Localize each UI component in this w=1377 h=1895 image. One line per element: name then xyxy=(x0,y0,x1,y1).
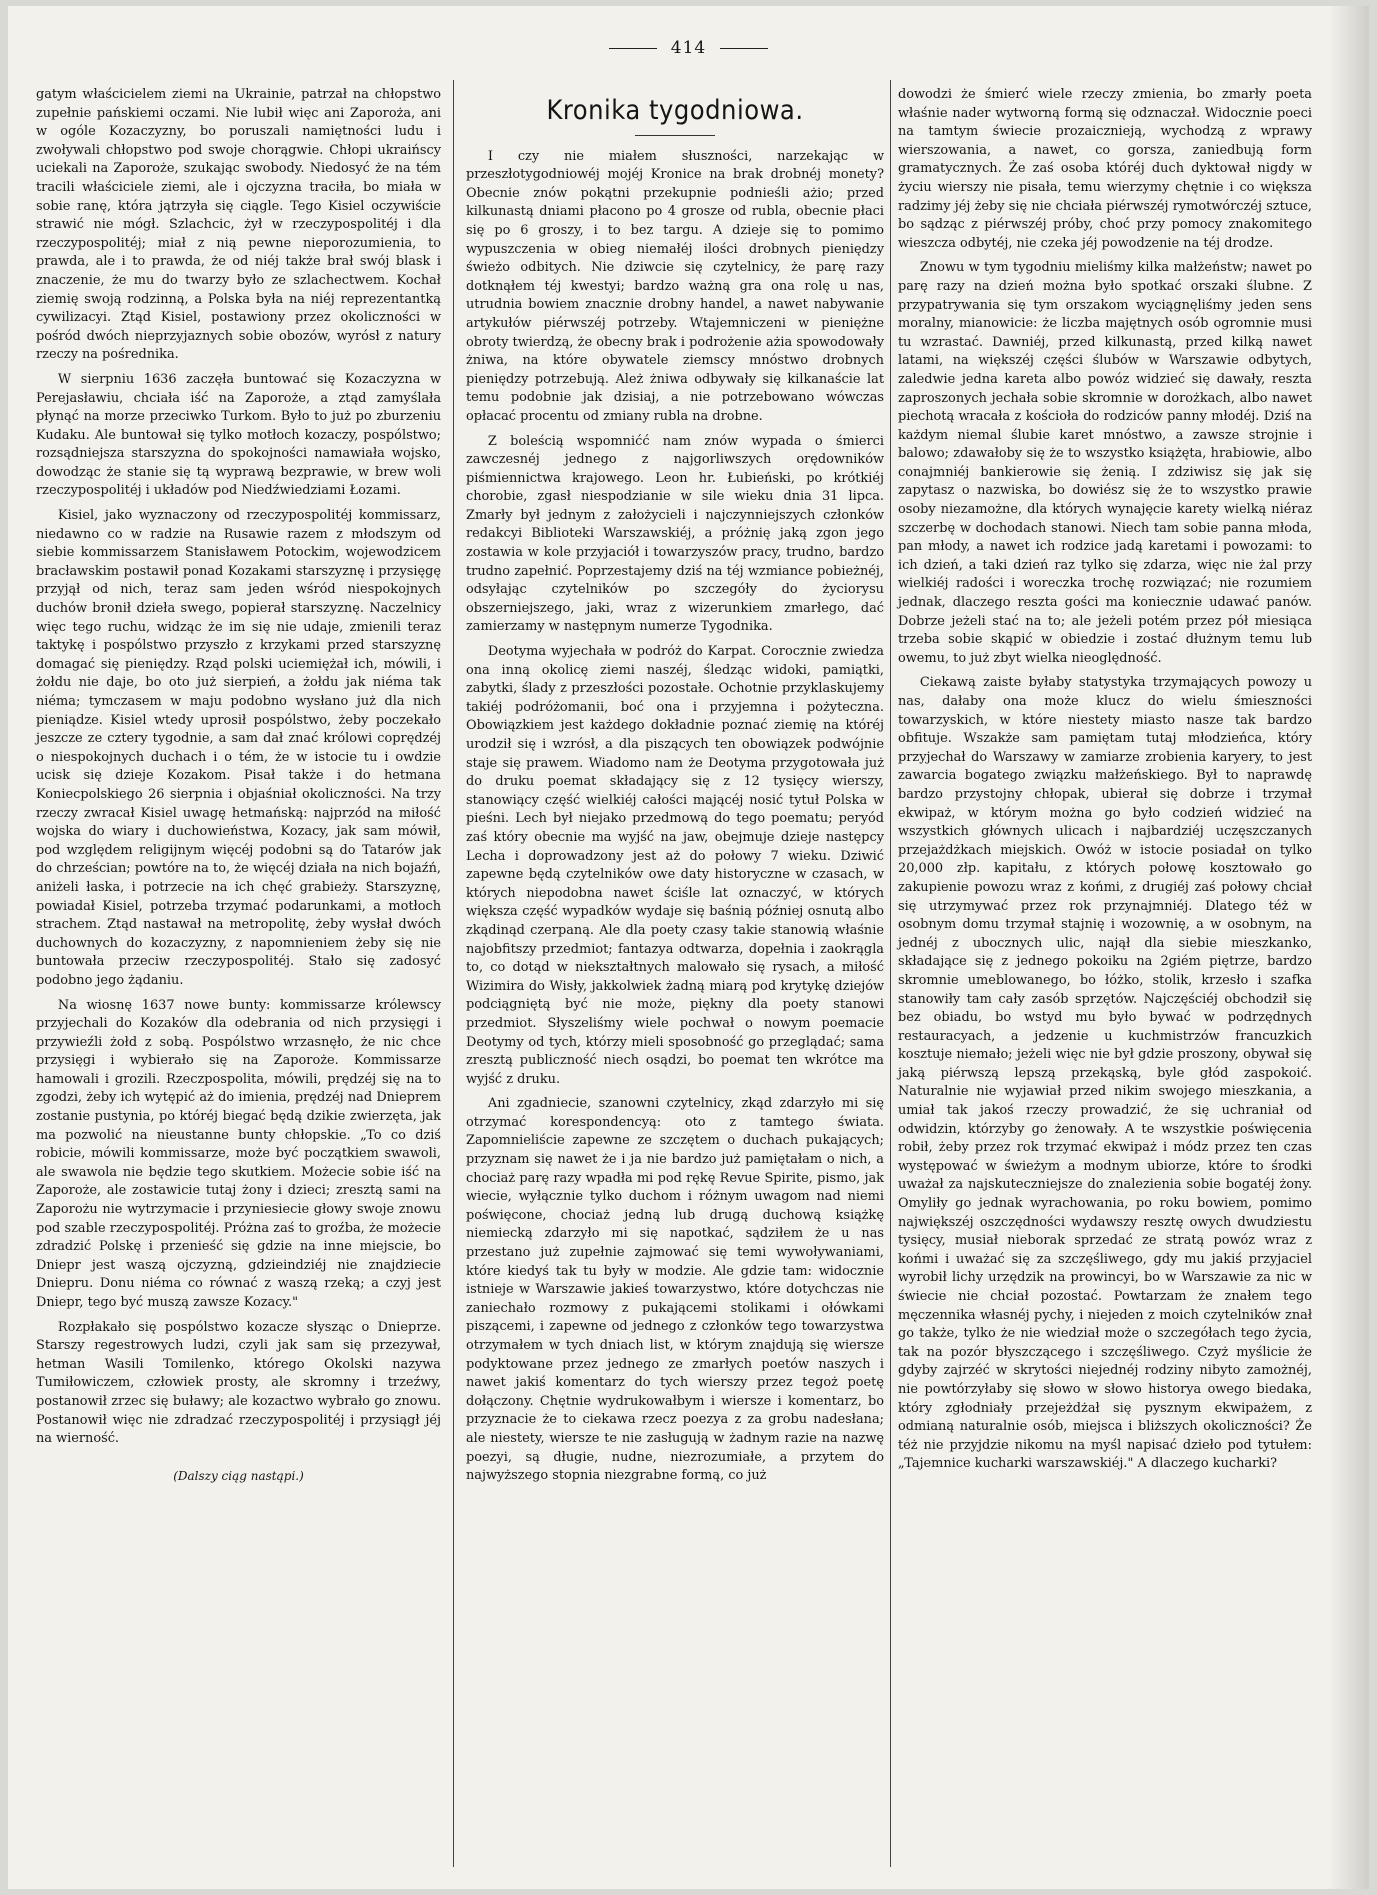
newspaper-page xyxy=(8,6,1369,1889)
column-2 xyxy=(466,95,884,1486)
column-rule-right xyxy=(890,80,891,1867)
column-1-paragraph: Kisiel, jako wyznaczony od rzeczypospolitéj kommissarz, niedawno co w radzie na Rusawie razem z młodszym od siebie kommissarzem Stanisławem Potockim, wojewodzicem bracławskim postawił ponad Kozakami starszyznę i przysięgę przyjął od nich, teraz sam jeden wśród niespokojnych duchów bronił dzieła swego, popierał starszyznę. Naczelnicy więc tego ruchu, widząc że im się nie udaje, zmienili teraz taktykę i pospólstwo przyszło z krzykami przed starszyznę domagać się pieniędzy. Rząd polski uciemiężał ich, mówili, i żołdu nie daje, bo oto już sierpień, a żołdu jak niéma tak niéma; tymczasem w maju podobno wysłano już dla nich pieniądze. Kisiel wtedy uprosił pospólstwo, żeby poczekało jeszcze ze cztery tygodnie, a sam dał znać królowi coprędzéj o niespokojnych duchach i o tém, że w istocie tu i owdzie ucisk się dzieje Kozakom. Pisał także i do hetmana Koniecpolskiego 26 sierpnia i objaśniał okoliczności. Na trzy rzeczy zwracał Kisiel uwagę hetmańską: najprzód na miłość wojska do wiary i duchowieństwa, Kozacy, jak sam mówił, pod względem religijnym więcéj podobni są do Tatarów jak do chrześcian; powtóre na to, że więcéj działa na nich bojaźń, aniżeli łaska, i potrzecie na ich chęć grabieży. Starszyznę, powiadał Kisiel, potrzeba trzymać podarunkami, a motłoch strachem. Ztąd nastawał na metropolitę, żeby wysłał dwóch duchownych do kozaczyzny, z napomnieniem żeby się nie buntowała przeciw rzeczypospolitéj. Stało się zadosyć podobno jego żądaniu. xyxy=(36,508,441,988)
column-3 xyxy=(898,86,1312,1474)
column-1-paragraph: W sierpniu 1636 zaczęła buntować się Kozaczyzna w Perejasławiu, chciała iść na Zaporoże, a ztąd zamyślała płynąć na morze przeciwko Turkom. Było to już po zburzeniu Kudaku. Ale buntował się tylko motłoch kozaczy, pospólstwo; rozsądniejsza starszyzna do spokojności namawiała wojsko, dowodząc że stanie się tą wyprawą bezprawie, w brew woli rzeczypospolitéj i układów pod Niedźwiedziami Łozami. xyxy=(36,371,441,499)
column-2-paragraph: I czy nie miałem słuszności, narzekając w przeszłotygodniowéj mojéj Kronice na brak drobnéj monety? Obecnie znów pokątni przekupnie podnieśli ażio; przed kilkunastą dniami płacono po 4 grosze od rubla, obecnie płaci się po 6 groszy, i to bez targu. A dzieje się to pomimo wypuszczenia w obieg niemałéj ilości drobnych pieniędzy świeżo odbitych. Nie dziwcie się czytelnicy, że parę razy dotknąłem téj kwestyi; bardzo ważną gra ona rolę u nas, utrudnia bowiem znacznie drobny handel, a nawet nabywanie artykułów piérwszéj potrzeby. Wtajemniczeni w pieniężne obroty twierdzą, że obecny brak i podrożenie ażia spowodowały żniwa, na które obywatele ziemscy mnóstwo drobnych pieniędzy potrzebują. Ależ żniwa odbywały się kilkanaście lat temu podobnie jak dzisiaj, a nie potrzebowano wówczas opłacać procentu od zmiany rubla na drobne. xyxy=(466,148,884,424)
title-rule xyxy=(635,135,715,136)
section-title: Kronika tygodniowa. xyxy=(546,95,804,126)
column-1-paragraph: gatym właścicielem ziemi na Ukrainie, patrzał na chłopstwo zupełnie pańskiemi oczami. Nie lubił więc ani Zaporoża, ani w ogóle Kozaczyzny, bo poruszali namiętności ludu i zwoływali chłopstwo pod swoje chorągwie. Chłopi ukraińscy uciekali na Zaporoże, szukając swobody. Niedosyć że na tém tracili właściciele ziemi, ale i ojczyzna traciła, bo miała w sobie ranę, która jątrzyła się ciągle. Tego Kisiel oczywiście strawić nie mógł. Szlachcic, żył w rzeczypospolitéj i dla rzeczypospolitéj; miał z nią pewne nieporozumienia, to prawda, ale i to prawda, że od niéj także brał swój blask i znaczenie, że mu do twarzy było ze szlachectwem. Kochał ziemię swoją rodzinną, a Polska była na niéj reprezentantką cywilizacyi. Ztąd Kisiel, postawiony przez okoliczności w pośród dwóch nieprzyjaznych sobie obozów, wyrósł z natury rzeczy na pośrednika. xyxy=(36,87,441,363)
column-1-paragraph: Na wiosnę 1637 nowe bunty: kommissarze królewscy przyjechali do Kozaków dla odebrania od nich przysięgi i przywieźli żołd z sobą. Pospólstwo wrzasnęło, że nic chce przysięgi i wybierało się na Zaporoże. Kommissarze hamowali i grozili. Rzeczpospolita, mówili, prędzéj się na to zgodzi, żeby ich wytępić aż do imienia, prędzéj nad Dnieprem zostanie pustynia, po któréj biegać będą dzikie zwierzęta, jak ma pozwolić na nieustanne bunty chłopskie. „To co dziś robicie, mówili kommissarze, może być początkiem swawoli, ale swawola nie będzie tego skutkiem. Możecie sobie iść na Zaporoże, ale zostawicie tutaj żony i dzieci; zresztą sami na Zaporożu nie wytrzymacie i przyniesiecie głowy swoje znowu pod szable rzeczypospolitéj. Próżna zaś to groźba, że możecie zdradzić Polskę i przenieść się gdzie na inne miejscie, bo Dniepr jest waszą ojczyzną, gdzieindziéj nie znajdziecie Dniepru. Donu niéma co równać z waszą rzeką; a czyj jest Dniepr, tego być muszą zawsze Kozacy." xyxy=(36,997,441,1310)
column-3-paragraph: Ciekawą zaiste byłaby statystyka trzymających powozy u nas, dałaby ona może klucz do wielu śmieszności towarzyskich, w które niestety miasto nasze tak bardzo obfituje. Wszakże sam pamiętam tutaj młodzieńca, który przyjechał do Warszawy w zamiarze zrobienia karyery, to jest zawarcia bogatego związku małżeńskiego. Był to naprawdę bardzo przystojny chłopak, ubierał się dobrze i trzymał ekwipaż, w którym można go było codzień widzieć na wszystkich głównych ulicach i najbardziéj uczęszczanych przejażdżkach miejskich. Owóż w istocie posiadał on tylko 20,000 złp. kapitału, z których połowę kosztowało go zakupienie powozu wraz z końmi, z drugiéj zaś połowy chciał się utrzymywać przez rok przynajmniéj. Dlatego téż w osobnym domu trzymał stajnię i wozownię, a w osobnym, na jednéj z ubocznych ulic, najął dla siebie mieszkanko, składające się z jednego pokoiku na 2giém piętrze, bardzo skromnie umeblowanego, bo łóżko, stolik, krzesło i szafka stanowiły tam cały zasób sprzętów. Najczęściéj obchodził się bez obiadu, bo wstyd mu było bywać w podrzędnych restauracyach, a jedzenie u kuchmistrzów francuzkich kosztuje niemało; jeżeli więc nie był gdzie proszony, obywał się jaką piérwszą lepszą przekąską, byle głód zaspokoić. Naturalnie nie wyjawiał przed nikim swojego mieszkania, a umiał tak jakoś rzeczy prowadzić, że się uchraniał od odwidzin, którzyby go żenowały. A te wszystkie poświęcenia robił, żeby przez rok trzymać ekwipaż i módz przez ten czas występować w świeżym a modnym ubiorze, które to środki uważał za najskuteczniejsze do znalezienia sobie bogatéj żony. Omyliły go jednak wyrachowania, po roku bowiem, pomimo największéj oszczędności wydawszy resztę owych dwudziestu tysięcy, musiał nieborak sprzedać ze stratą powóz wraz z końmi i uważać się za szczęśliwego, gdy mu jakiś przyjaciel wyrobił lichy urzędzik na prowincyi, bo w Warszawie za nic w świecie nie chciał pozostać. Powtarzam że znałem tego męczennika własnéj pychy, i niejeden z moich czytelników znał go także, tylko że nie wiedział może o szczegółach tego życia, tak na pozór błyszczącego i szczęśliwego. Czyż myślicie że gdyby zajrzéć w skrytości niejednéj rodziny nibyto zamożnéj, nie powtórzyłaby się słowo w słowo historya owego biedaka, który zgłodniały przejeżdżał się pysznym ekwipażem, z odmianą naturalnie osób, miejsca i bliższych okoliczności? Że téż nie przyjdzie nikomu na myśl napisać dzieło pod tytułem: „Tajemnice kucharki warszawskiéj." A dlaczego kucharki? xyxy=(898,675,1312,1472)
column-3-paragraph: dowodzi że śmierć wiele rzeczy zmienia, bo zmarły poeta właśnie nader wytworną formą się odznaczał. Widocznie poeci na tamtym świecie prozaicznieją, wychodzą z wprawy wierszowania, a nawet, co gorsza, zaniedbują form gramatycznych. Że zaś osoba któréj duch dyktował nigdy w życiu wierszy nie pisała, temu wierzymy chętnie i co większa radzimy jéj żeby się nie chciała piérwszéj rymotwórczéj sztuce, bo sądząc z piérwszéj próby, choć przy pomocy znakomitego wieszcza odbytéj, nie czeka jéj powodzenie na téj drodze. xyxy=(898,87,1312,251)
column-1 xyxy=(36,86,441,1485)
column-2-paragraph: Z boleścią wspomnićć nam znów wypada o śmierci zawczesnéj jednego z najgorliwszych orędowników piśmiennictwa krajowego. Leon hr. Łubieński, po krótkiéj chorobie, zgasł niespodzianie w sile wieku dnia 31 lipca. Zmarły był jednym z założycieli i najczynniejszych członków redakcyi Biblioteki Warszawskiéj, a próżnię jaką zgon jego zostawia w kole przyjaciół i towarzyszów pracy, trudno, bardzo trudno zapełnić. Poprzestajemy dziś na téj wzmiance pobieżnéj, odsyłając czytelników po szczegóły do życiorysu obszerniejszego, jaki, wraz z wizerunkiem zmarłego, dać zamierzamy w następnym numerze Tygodnika. xyxy=(466,433,884,635)
folio-dash-left xyxy=(609,48,657,49)
folio-dash-right xyxy=(720,48,768,49)
column-2-paragraph: Deotyma wyjechała w podróż do Karpat. Corocznie zwiedza ona inną okolicę ziemi naszéj, śledząc widoki, pamiątki, zabytki, ślady z przeszłości pozostałe. Ochotnie przyklaskujemy takiéj podróżomanii, boć ona i przyjemna i pożyteczna. Obowiązkiem jest każdego dokładnie poznać ziemię na któréj urodził się i wzrósł, a dla piszących ten obowiązek podwójnie staje się prawem. Wiadomo nam że Deotyma przygotowała już do druku poemat składający się z 12 tysięcy wierszy, stanowiący część wielkiéj całości mającéj nosić tytuł Polska w pieśni. Lech był niejako przedmową do tego poematu; peryód zaś który obecnie ma wyjść na jaw, obejmuje dzieje następcy Lecha i doprowadzony jest aż do połowy 7 wieku. Dziwić zapewne będą czytelników owe daty historyczne w czasach, w których niepodobna nawet ściśle lat oznaczyć, w których większa część wypadków wydaje się baśnią później osnutą albo zkądinąd czerpaną. Ale dla poety czasy takie stanowią właśnie najobfitszy przedmiot; fantazya odtwarza, dopełnia i zaokrągla to, co dotąd w niekształtnych malowało się rysach, a miłość Wizimira do Wisły, jakkolwiek żadną miarą pod krytykę dziejów podciągniętą być nie może, piękny dla poety stanowi przedmiot. Słyszeliśmy wiele pochwał o nowym poemacie Deotymy od tych, którzy mieli sposobność go przeglądać; sama zresztą publiczność niech osądzi, bo poemat ten wkrótce ma wyjść z druku. xyxy=(466,644,884,1087)
page-folio xyxy=(8,38,1369,58)
column-3-paragraph: Znowu w tym tygodniu mieliśmy kilka małżeństw; nawet po parę razy na dzień można było spotkać orszaki ślubne. Z przypatrywania się tym orszakom wyciągnęliśmy jeden sens moralny, mianowicie: że liczba majętnych osób ogromnie musi tu wzrastać. Dawniéj, przed kilkunastą, przed kilką nawet latami, na większéj części ślubów w Warszawie odbytych, zaledwie jedna kareta albo powóz widzieć się dawały, reszta zaproszonych jechała sobie skromnie w dorożkach, albo nawet piechotą wracała z kościoła do rodziców panny młodéj. Dziś na każdym niemal ślubie karet mnóstwo, a zawsze strojnie i balowo; zdawałoby się że to wszystko książęta, hrabiowie, albo conajmniéj bankierowie się żenią. I zdziwisz się jak się zapytasz o nazwiska, bo dowiész się że to wszystko prawie osoby niezamożne, dla których wynajęcie karety wielką niéraz szczerbę w dochodach stanowi. Niech tam sobie panna młoda, pan młody, a nawet ich rodzice jadą karetami i powozami: to ich dzień, a taki dzień raz tylko się zdarza, więc nie żal przy wielkiéj radości i woreczka trochę rozwiązać; nie rozumiem jednak, dlaczego reszta gości ma koniecznie udawać panów. Dobrze jeżeli stać na to; ale jeżeli potém przez pół miesiąca trzeba sobie skąpić w obiedzie i zostać dłużnym temu lub owemu, to już zbyt wielka nieoględność. xyxy=(898,260,1312,666)
column-2-paragraph: Ani zgadniecie, szanowni czytelnicy, zkąd zdarzyło mi się otrzymać korespondencyą: oto z tamtego świata. Zapomnieliście zapewne ze szczętem o duchach pukających; przyznam się nawet że i ja nie bardzo już pamiętałam o nich, a chociaż parę razy wpadła mi pod rękę Revue Spirite, pismo, jak wiecie, wyłącznie tylko duchom i różnym uwagom nad niemi poświęcone, chociaż jedną lub drugą duchową książkę niemiecką zdarzyło mi się napotkać, sądziłem że u nas przestano już zupełnie zajmować się temi wywoływaniami, które kiedyś tak tu były w modzie. Ale gdzie tam: widocznie istnieje w Warszawie jakieś towarzystwo, które dotychczas nie zaniechało rozmowy z pukającemi stolikami i ołówkami piszącemi, i zapewne od jednego z członków tego towarzystwa otrzymałem w tych dniach list, w którym znajdują się wiersze podyktowane przez jednego ze zmarłych poetów naszych i nawet jakiś komentarz do tych wierszy przez tegoż poetę dołączony. Chętnie wydrukowałbym i wiersze i komentarz, bo przyznacie że to ciekawa rzecz poezya z za grobu nadesłana; ale niestety, wiersze te nie zasługują w żadnym razie na nazwę poezyi, są długie, nudne, niezrozumiałe, a przytem do najwyższego stopnia niezgrabne formą, co już xyxy=(466,1096,884,1484)
column-1-paragraph: Rozpłakało się pospólstwo kozacze słysząc o Dnieprze. Starszy regestrowych ludzi, czyli jak sam się przezywał, hetman Wasili Tomilenko, którego Okolski nazywa Tumiłowiczem, człowiek prosty, ale skromny i trzeźwy, postanowił zrzec się buławy; ale kozactwo wybrało go znowu. Postanowił więc nie zdradzać rzeczypospolitéj i przysiągł jéj na wierność. xyxy=(36,1319,441,1447)
page-number: 414 xyxy=(670,38,707,58)
page-binding-edge xyxy=(1329,6,1369,1889)
continued-note: (Dalszy ciąg nastąpi.) xyxy=(173,1468,304,1483)
column-rule-left xyxy=(453,80,454,1867)
